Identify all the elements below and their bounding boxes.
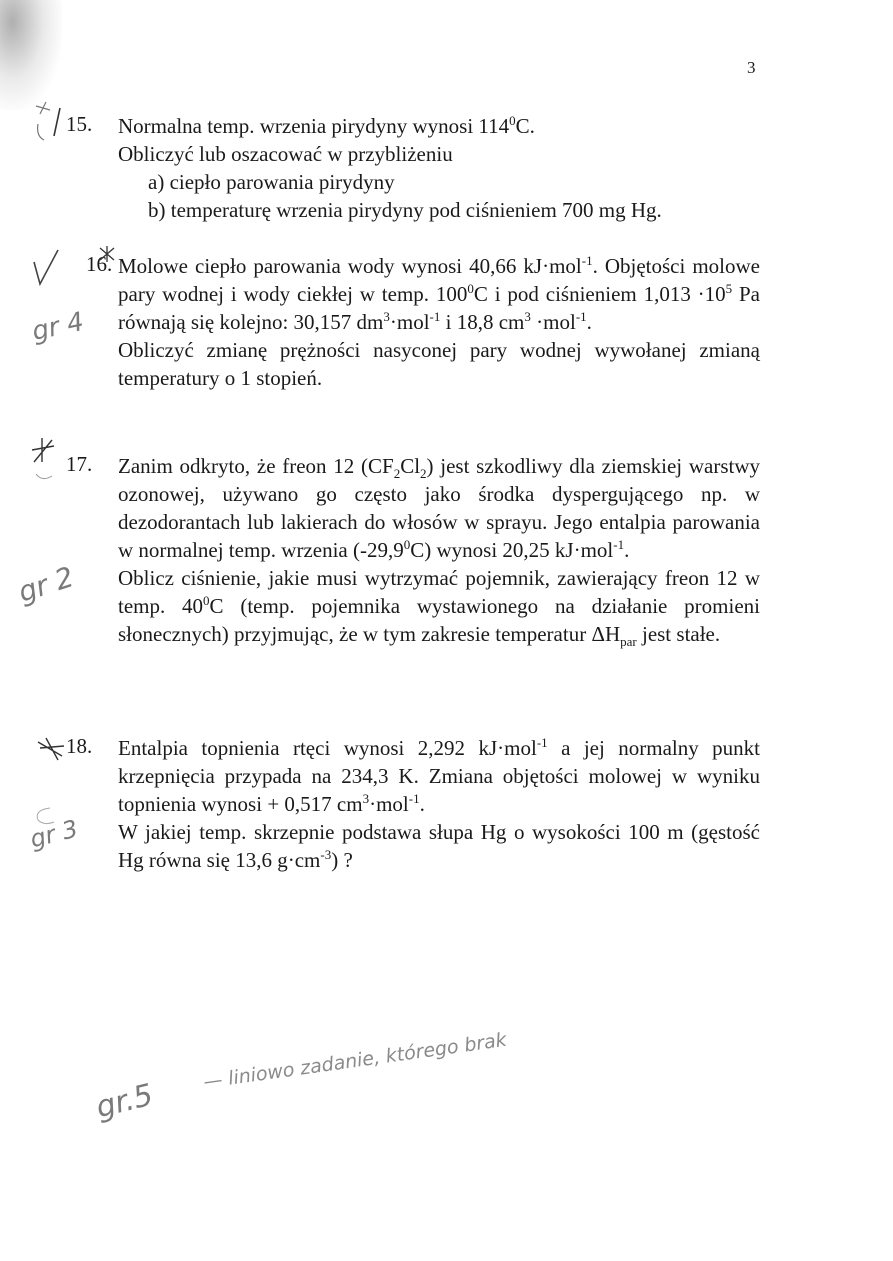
problem-15-options	[118, 168, 760, 224]
page-number: 3	[747, 58, 756, 77]
problem-15-number: 15.	[66, 112, 93, 136]
checkmark-icon	[30, 96, 70, 150]
problem-18-number: 18.	[66, 734, 93, 758]
star-icon	[96, 244, 120, 266]
handwritten-group-label: gr.5	[92, 1077, 157, 1126]
problem-15-line-1: Normalna temp. wrzenia pirydyny wynosi $114^0C$.	[118, 113, 535, 138]
star-icon	[34, 734, 70, 764]
checkmark-icon	[30, 244, 74, 294]
problem-16-number: 16.	[86, 252, 113, 276]
problem-15-line-2: Obliczyć lub oszacować w przybliżeniu	[118, 142, 453, 166]
option-b: b) temperaturę wrzenia pirydyny pod ciśnieniem 700 mg Hg.	[148, 198, 662, 222]
handwritten-group-label: gr 2	[14, 560, 78, 609]
problem-16-paragraph-1: Molowe ciepło parowania wody wynosi 40,66 kJ·mol$^{-1}$. Objętości molowe pary wodnej i wody ciekłej w temp. $100^0C$ i pod ciśnieniem $1,013 \cdot 10^5$ Pa równają się kolejno: 30,157 $dm^3\cdot mol^{-1}$ i 18,8 $cm^3 \cdot mol^{-1}$.	[118, 253, 761, 334]
scan-smudge	[0, 0, 62, 110]
option-a: a) ciepło parowania pirydyny	[148, 170, 395, 194]
star-icon	[28, 436, 64, 486]
problem-16	[118, 252, 760, 392]
problem-16-paragraph-2: Obliczyć zmianę prężności nasyconej pary wodnej wywołanej zmianą temperatury o 1 stopień.	[118, 338, 760, 390]
problem-17-number: 17.	[66, 452, 93, 476]
handwritten-note: — liniowo zadanie, którego brak	[201, 1028, 509, 1094]
handwritten-group-label: gr 4	[29, 306, 87, 348]
problem-15	[118, 112, 760, 224]
problem-18	[118, 734, 760, 874]
problem-17	[118, 452, 760, 648]
problem-17-paragraph-1: Zanim odkryto, że freon 12 $(CF_2Cl_2)$ jest szkodliwy dla ziemskiej warstwy ozonowej, używano go często jako środka dyspergującego np. w dezodorantach lub lakierach do włosów w sprayu. Jego entalpia parowania w normalnej temp. wrzenia (-29,9$^0$C) wynosi 20,25 kJ·mol$^{-1}$.	[118, 454, 760, 562]
problem-18-paragraph-2: W jakiej temp. skrzepnie podstawa słupa Hg o wysokości 100 m (gęstość Hg równa się 13,6 $g\cdot cm^{-3}$) ?	[118, 820, 760, 872]
problem-17-paragraph-2: Oblicz ciśnienie, jakie musi wytrzymać pojemnik, zawierający freon 12 w temp. $40^0C$ (temp. pojemnika wystawionego na działanie promieni słonecznych) przyjmując, że w tym zakresie temperatur $\Delta H_{par}$ jest stałe.	[118, 566, 760, 650]
handwritten-group-label: gr 3	[27, 814, 81, 854]
problem-18-paragraph-1: Entalpia topnienia rtęci wynosi 2,292 kJ·mol$^{-1}$ a jej normalny punkt krzepnięcia przypada na 234,3 K. Zmiana objętości molowej w wyniku topnienia wynosi + 0,517 $cm^3\cdot mol^{-1}$.	[118, 735, 760, 816]
